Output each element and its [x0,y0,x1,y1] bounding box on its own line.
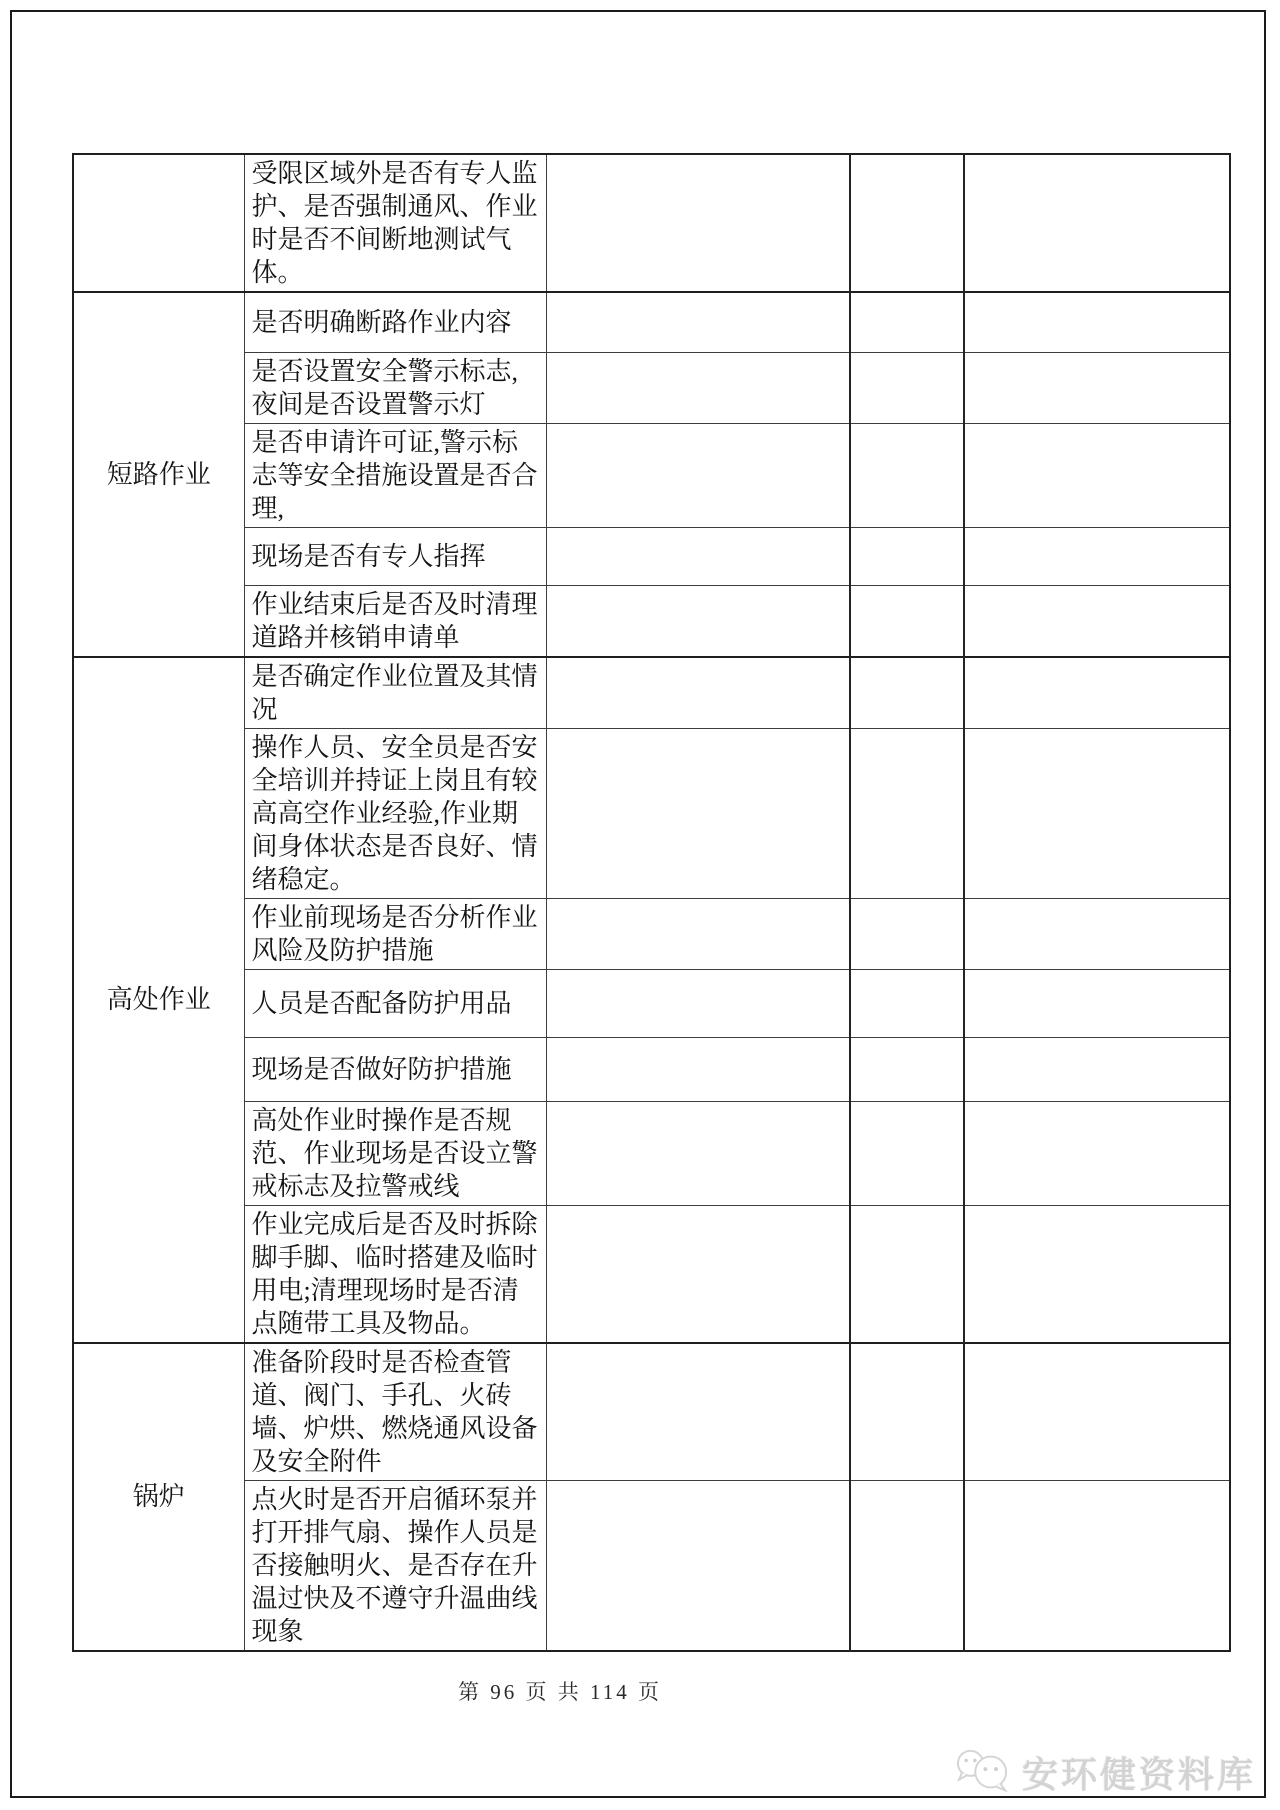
empty-cell [546,527,850,585]
empty-cell [964,585,1230,657]
empty-cell [850,1101,964,1205]
empty-cell [964,423,1230,527]
empty-cell [546,1037,850,1101]
checklist-item: 操作人员、安全员是否安全培训并持证上岗且有较高高空作业经验,作业期间身体状态是否良好、情绪稳定。 [244,728,546,898]
empty-cell [964,292,1230,352]
checklist-item: 点火时是否开启循环泵并打开排气扇、操作人员是否接触明火、是否存在升温过快及不遵守升温曲线现象 [244,1480,546,1651]
checklist-item: 是否明确断路作业内容 [244,292,546,352]
empty-cell [546,292,850,352]
safety-checklist-table [72,153,1231,1652]
empty-cell [850,154,964,292]
empty-cell [546,1343,850,1481]
page-number-indicator: 第 96 页 共 114 页 [458,1680,662,1704]
empty-cell [964,1343,1230,1481]
empty-cell [850,1205,964,1343]
empty-cell [964,1101,1230,1205]
checklist-item: 人员是否配备防护用品 [244,969,546,1037]
empty-cell [546,352,850,423]
empty-cell [850,292,964,352]
empty-cell [850,423,964,527]
checklist-item: 作业前现场是否分析作业风险及防护措施 [244,898,546,969]
empty-cell [964,154,1230,292]
empty-cell [546,1101,850,1205]
checklist-item: 是否申请许可证,警示标志等安全措施设置是否合理, [244,423,546,527]
empty-cell [964,352,1230,423]
checklist-item: 准备阶段时是否检查管道、阀门、手孔、火砖墙、炉烘、燃烧通风设备及安全附件 [244,1343,546,1481]
empty-cell [964,657,1230,729]
checklist-item: 作业结束后是否及时清理道路并核销申请单 [244,585,546,657]
empty-cell [850,585,964,657]
empty-cell [850,1343,964,1481]
empty-cell [850,898,964,969]
checklist-item: 现场是否有专人指挥 [244,527,546,585]
empty-cell [546,585,850,657]
empty-cell [964,898,1230,969]
watermark-text: 安环健资料库 [1021,1753,1256,1795]
category-cell-empty [73,154,244,292]
empty-cell [964,1480,1230,1651]
empty-cell [850,352,964,423]
empty-cell [964,1205,1230,1343]
checklist-item: 作业完成后是否及时拆除脚手脚、临时搭建及临时用电;清理现场时是否清点随带工具及物品。 [244,1205,546,1343]
empty-cell [964,527,1230,585]
checklist-item: 是否设置安全警示标志,夜间是否设置警示灯 [244,352,546,423]
empty-cell [964,728,1230,898]
checklist-item: 受限区域外是否有专人监护、是否强制通风、作业时是否不间断地测试气体。 [244,154,546,292]
empty-cell [964,1037,1230,1101]
checklist-item: 是否确定作业位置及其情况 [244,657,546,729]
empty-cell [850,657,964,729]
category-label-gaochu: 高处作业 [73,657,244,1343]
checklist-item: 现场是否做好防护措施 [244,1037,546,1101]
empty-cell [850,1037,964,1101]
empty-cell [546,423,850,527]
empty-cell [546,728,850,898]
category-label-duanlu: 短路作业 [73,292,244,657]
checklist-item: 高处作业时操作是否规范、作业现场是否设立警戒标志及拉警戒线 [244,1101,546,1205]
empty-cell [850,969,964,1037]
empty-cell [850,728,964,898]
category-label-guolu: 锅炉 [73,1343,244,1651]
empty-cell [546,1205,850,1343]
empty-cell [546,898,850,969]
empty-cell [546,969,850,1037]
empty-cell [546,1480,850,1651]
empty-cell [850,527,964,585]
empty-cell [964,969,1230,1037]
empty-cell [546,154,850,292]
empty-cell [546,657,850,729]
wechat-bubbles-icon [952,1746,1014,1798]
empty-cell [850,1480,964,1651]
watermark [952,1746,1256,1798]
